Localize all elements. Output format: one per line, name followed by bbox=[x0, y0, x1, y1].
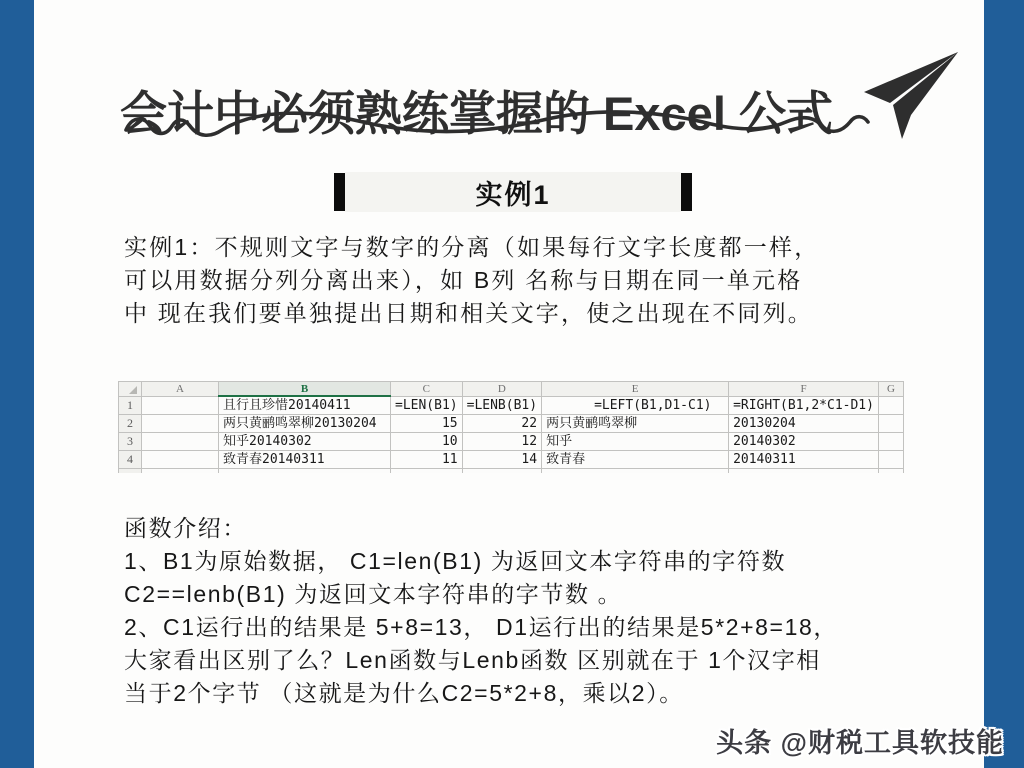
watermark: 头条 @财税工具软技能 bbox=[716, 728, 1004, 758]
spreadsheet-cell: 20140302 bbox=[729, 433, 879, 451]
spreadsheet-cell bbox=[878, 469, 903, 474]
text-line: 实例1：不规则文字与数字的分离（如果每行文字长度都一样， bbox=[124, 234, 820, 260]
spreadsheet-cell: 两只黄鹂鸣翠柳 bbox=[542, 415, 729, 433]
spreadsheet-cell bbox=[142, 396, 219, 415]
spreadsheet-cell: 20140311 bbox=[729, 451, 879, 469]
spreadsheet-cell bbox=[878, 396, 903, 415]
column-header-c: C bbox=[391, 382, 463, 397]
column-header-e: E bbox=[542, 382, 729, 397]
text-line: 中 现在我们要单独提出日期和相关文字，使之出现在不同列。 bbox=[124, 300, 813, 326]
spreadsheet-cell bbox=[878, 415, 903, 433]
spreadsheet-cell: 致青春20140311 bbox=[219, 451, 391, 469]
spreadsheet-cell: =LENB(B1) bbox=[462, 396, 541, 415]
spreadsheet-cell bbox=[729, 469, 879, 474]
wavy-underline bbox=[118, 108, 873, 148]
text-line: 当于2个字节 （这就是为什么C2=5*2+8，乘以2）。 bbox=[124, 680, 684, 706]
spreadsheet-row bbox=[119, 451, 904, 469]
row-header-partial bbox=[119, 469, 142, 474]
spreadsheet-cell: 致青春 bbox=[542, 451, 729, 469]
text-line: 2、C1运行出的结果是 5+8=13， D1运行出的结果是5*2+8=18， bbox=[124, 614, 838, 640]
spreadsheet-cell: 15 bbox=[391, 415, 463, 433]
spreadsheet-cell bbox=[878, 433, 903, 451]
row-header-2: 2 bbox=[119, 415, 142, 433]
spreadsheet-cell: 10 bbox=[391, 433, 463, 451]
spreadsheet-cell bbox=[142, 415, 219, 433]
spreadsheet-cell bbox=[391, 469, 463, 474]
select-all-triangle-icon bbox=[129, 386, 137, 394]
spreadsheet-cell bbox=[462, 469, 541, 474]
column-header-d: D bbox=[462, 382, 541, 397]
section-title: 实例1 bbox=[475, 179, 551, 210]
section-header bbox=[345, 172, 681, 212]
spreadsheet-cell bbox=[878, 451, 903, 469]
spreadsheet-cell: 22 bbox=[462, 415, 541, 433]
section-accent-bar-right bbox=[681, 173, 692, 211]
text-line: 可以用数据分列分离出来），如 B列 名称与日期在同一单元格 bbox=[124, 267, 803, 293]
spreadsheet-cell bbox=[142, 469, 219, 474]
spreadsheet-cell bbox=[142, 451, 219, 469]
column-header-f: F bbox=[729, 382, 879, 397]
intro-paragraph bbox=[124, 231, 819, 330]
excel-table bbox=[118, 381, 904, 473]
section-accent-bar-left bbox=[334, 173, 345, 211]
text-line: C2==lenb(B1) 为返回文本字符串的字节数 。 bbox=[124, 581, 623, 607]
spreadsheet-row bbox=[119, 396, 904, 415]
spreadsheet-cell: 11 bbox=[391, 451, 463, 469]
column-header-b: B bbox=[219, 382, 391, 397]
row-header-1: 1 bbox=[119, 396, 142, 415]
spreadsheet-cell: =LEFT(B1,D1-C1) bbox=[542, 396, 729, 415]
spreadsheet-cell: 且行且珍惜20140411 bbox=[219, 396, 391, 415]
spreadsheet-cell: 20130204 bbox=[729, 415, 879, 433]
spreadsheet-cell: =LEN(B1) bbox=[391, 396, 463, 415]
spreadsheet-cell: 两只黄鹂鸣翠柳20130204 bbox=[219, 415, 391, 433]
text-line: 函数介绍： bbox=[124, 515, 247, 541]
spreadsheet-partial-row bbox=[119, 469, 904, 474]
text-line: 大家看出区别了么？Len函数与Lenb函数 区别就在于 1个汉字相 bbox=[124, 647, 821, 673]
row-header-3: 3 bbox=[119, 433, 142, 451]
spreadsheet-row bbox=[119, 415, 904, 433]
spreadsheet-cell bbox=[142, 433, 219, 451]
spreadsheet-cell bbox=[219, 469, 391, 474]
row-header-4: 4 bbox=[119, 451, 142, 469]
spreadsheet-cell: 12 bbox=[462, 433, 541, 451]
left-border-bar bbox=[0, 0, 34, 768]
spreadsheet-cell: =RIGHT(B1,2*C1-D1) bbox=[729, 396, 879, 415]
page-title: 会计中必须熟练掌握的 Excel 公式 bbox=[120, 87, 833, 141]
column-header-g: G bbox=[878, 382, 903, 397]
select-all-corner bbox=[119, 382, 142, 397]
right-border-bar bbox=[984, 0, 1024, 768]
text-line: 1、B1为原始数据， C1=len(B1) 为返回文本字符串的字符数 bbox=[124, 548, 787, 574]
spreadsheet-cell: 知乎 bbox=[542, 433, 729, 451]
spreadsheet-cell: 知乎20140302 bbox=[219, 433, 391, 451]
spreadsheet-row bbox=[119, 433, 904, 451]
column-header-a: A bbox=[142, 382, 219, 397]
spreadsheet-cell: 14 bbox=[462, 451, 541, 469]
function-notes-paragraph bbox=[124, 512, 838, 710]
spreadsheet-cell bbox=[542, 469, 729, 474]
